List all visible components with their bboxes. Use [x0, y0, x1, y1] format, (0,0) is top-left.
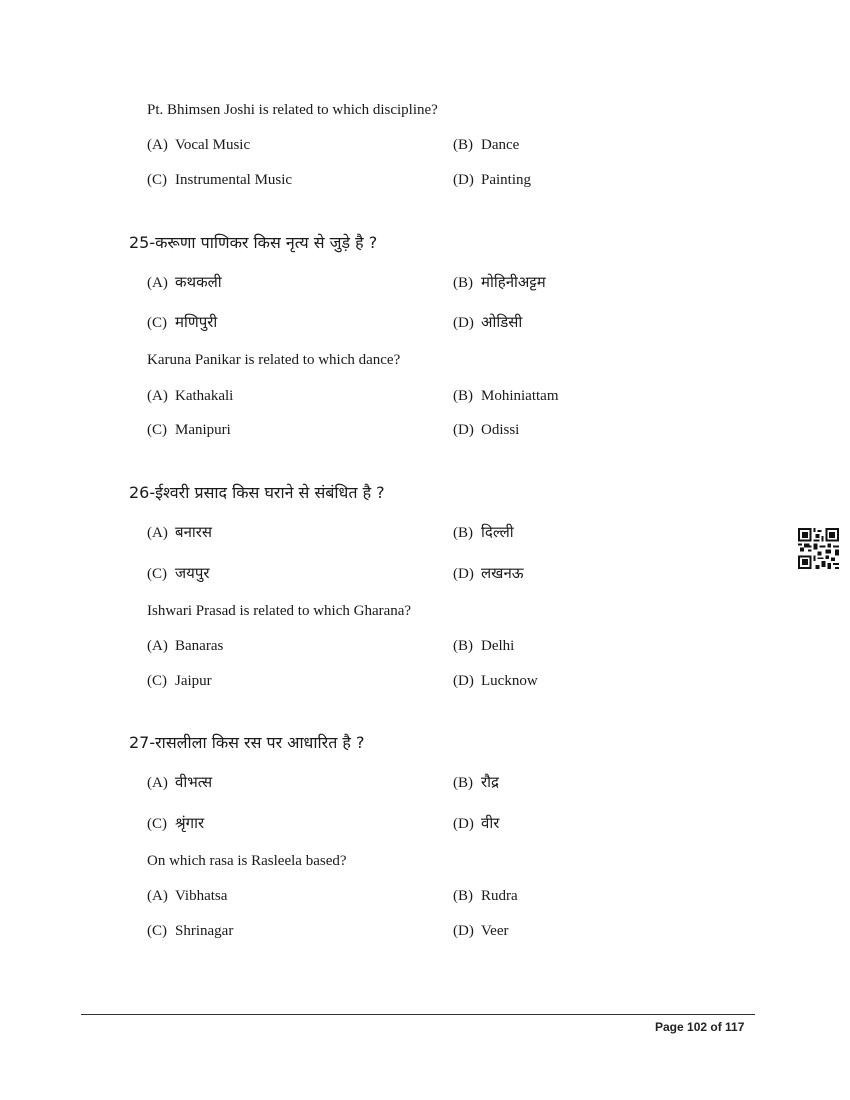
- option-label: (A): [147, 137, 168, 153]
- question-24-english: Pt. Bhimsen Joshi is related to which discipline?: [147, 102, 438, 118]
- option-26c-hindi: [147, 563, 210, 583]
- option-25a: [147, 388, 233, 405]
- option-27a-hindi: [147, 772, 212, 792]
- option-25c: [147, 422, 231, 439]
- option-text: ओडिसी: [481, 313, 523, 331]
- option-label: (B): [453, 888, 473, 904]
- option-26d: [453, 673, 538, 690]
- option-label: (D): [453, 673, 474, 689]
- option-24c: [147, 172, 292, 189]
- option-text: Vibhatsa: [175, 888, 228, 904]
- option-text: Lucknow: [481, 673, 538, 689]
- option-27c: [147, 923, 233, 940]
- option-label: (D): [453, 923, 474, 939]
- option-text: लखनऊ: [481, 564, 524, 582]
- option-label: (B): [453, 275, 473, 291]
- question-26-hindi: 26-ईश्वरी प्रसाद किस घराने से संबंधित है ?: [129, 483, 385, 502]
- option-text: Jaipur: [175, 673, 212, 689]
- option-label: (C): [147, 172, 167, 188]
- option-24d: [453, 172, 531, 189]
- question-25-hindi: 25-करूणा पाणिकर किस नृत्य से जुड़े है ?: [129, 233, 378, 252]
- option-label: (A): [147, 775, 168, 791]
- option-text: Odissi: [481, 422, 520, 438]
- option-text: दिल्ली: [481, 523, 514, 541]
- option-label: (C): [147, 816, 167, 832]
- option-label: (C): [147, 566, 167, 582]
- option-26c: [147, 673, 212, 690]
- qr-code-icon: [798, 528, 839, 569]
- option-text: Rudra: [481, 888, 518, 904]
- option-text: Instrumental Music: [175, 172, 293, 188]
- option-text: Delhi: [481, 638, 515, 654]
- option-label: (A): [147, 275, 168, 291]
- question-25-english: Karuna Panikar is related to which dance?: [147, 352, 401, 368]
- option-24b: [453, 137, 519, 154]
- option-label: (D): [453, 172, 474, 188]
- option-25d-hindi: [453, 312, 522, 332]
- option-25b-hindi: [453, 272, 546, 292]
- option-label: (C): [147, 923, 167, 939]
- footer-divider: [81, 1014, 755, 1015]
- option-text: वीभत्स: [175, 773, 213, 791]
- question-26-english: Ishwari Prasad is related to which Gharana?: [147, 603, 412, 619]
- option-text: मोहिनीअट्टम: [481, 273, 546, 291]
- option-text: रौद्र: [481, 773, 499, 791]
- option-text: Veer: [481, 923, 509, 939]
- option-text: Dance: [481, 137, 520, 153]
- option-24a: [147, 137, 250, 154]
- option-text: बनारस: [175, 523, 213, 541]
- option-26a-hindi: [147, 522, 212, 542]
- option-text: Painting: [481, 172, 532, 188]
- option-label: (A): [147, 525, 168, 541]
- option-label: (A): [147, 888, 168, 904]
- question-27-english: On which rasa is Rasleela based?: [147, 853, 347, 869]
- option-label: (B): [453, 525, 473, 541]
- option-label: (D): [453, 816, 474, 832]
- option-25c-hindi: [147, 312, 217, 332]
- option-27b-hindi: [453, 772, 499, 792]
- option-text: Manipuri: [175, 422, 231, 438]
- option-text: Vocal Music: [175, 137, 251, 153]
- option-25a-hindi: [147, 272, 222, 292]
- option-26b: [453, 638, 514, 655]
- option-text: Kathakali: [175, 388, 234, 404]
- option-26a: [147, 638, 223, 655]
- option-label: (B): [453, 775, 473, 791]
- option-label: (C): [147, 673, 167, 689]
- option-27c-hindi: [147, 813, 204, 833]
- option-label: (C): [147, 422, 167, 438]
- option-label: (B): [453, 388, 473, 404]
- option-27b: [453, 888, 518, 905]
- option-text: श्रृंगार: [175, 814, 205, 832]
- option-25b: [453, 388, 559, 405]
- page-number: Page 102 of 117: [655, 1020, 745, 1034]
- option-27d: [453, 923, 508, 940]
- option-25d: [453, 422, 519, 439]
- option-27a: [147, 888, 227, 905]
- option-text: Shrinagar: [175, 923, 234, 939]
- question-27-hindi: 27-रासलीला किस रस पर आधारित है ?: [129, 733, 365, 752]
- option-26d-hindi: [453, 563, 524, 583]
- option-text: मणिपुरी: [175, 313, 218, 331]
- option-label: (A): [147, 388, 168, 404]
- option-text: Banaras: [175, 638, 224, 654]
- option-label: (C): [147, 315, 167, 331]
- option-label: (D): [453, 422, 474, 438]
- option-26b-hindi: [453, 522, 514, 542]
- option-label: (D): [453, 566, 474, 582]
- option-label: (B): [453, 638, 473, 654]
- option-label: (A): [147, 638, 168, 654]
- option-text: वीर: [481, 814, 500, 832]
- option-27d-hindi: [453, 813, 499, 833]
- option-text: Mohiniattam: [481, 388, 559, 404]
- option-label: (B): [453, 137, 473, 153]
- option-label: (D): [453, 315, 474, 331]
- option-text: जयपुर: [175, 564, 210, 582]
- option-text: कथकली: [175, 273, 222, 291]
